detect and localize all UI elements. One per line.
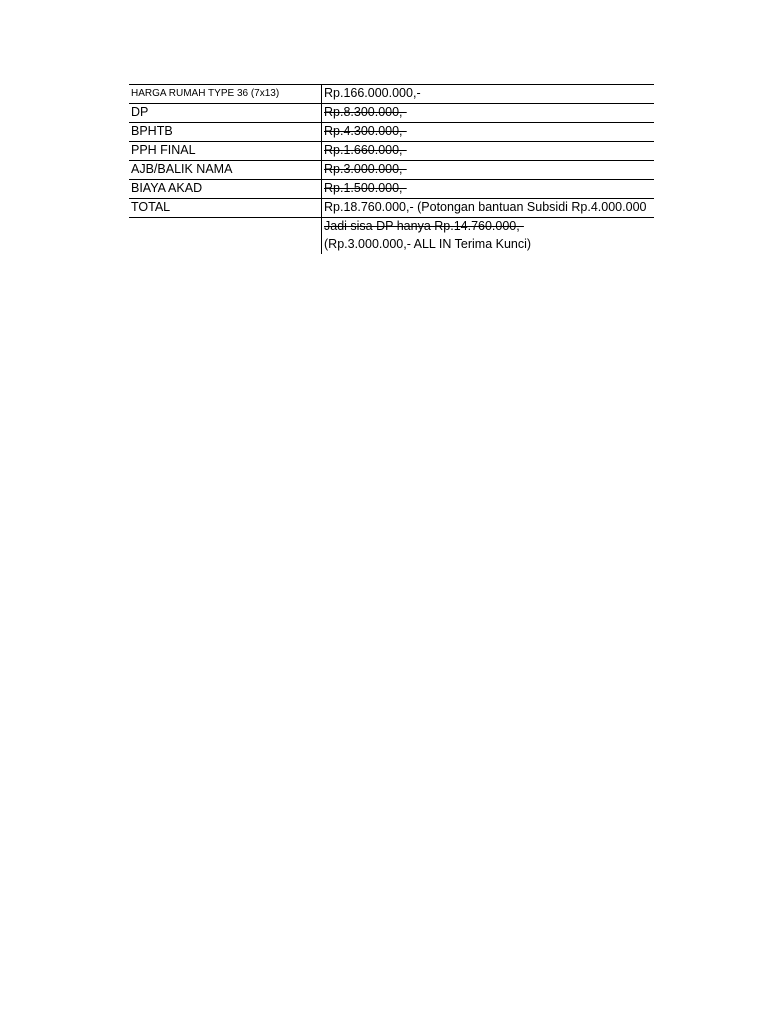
table-row-biaya-akad <box>129 179 654 198</box>
note-cell <box>321 218 654 236</box>
row-label: HARGA RUMAH TYPE 36 (7x13) <box>131 88 280 99</box>
row-value: Rp.166.000.000,- <box>321 85 654 103</box>
note-cell: (Rp.3.000.000,- ALL IN Terima Kunci) <box>321 236 654 254</box>
table-row-note-1 <box>129 218 654 236</box>
note-text: Jadi sisa DP hanya Rp.14.760.000,- <box>324 219 524 233</box>
struck-value: Rp.1.500.000,- <box>324 181 407 195</box>
struck-value: Rp.3.000.000,- <box>324 162 407 176</box>
row-value: Rp.18.760.000,- (Potongan bantuan Subsidi Rp.4.000.000 <box>321 199 654 217</box>
row-label: DP <box>131 105 149 119</box>
row-value <box>321 104 654 122</box>
table-row-total <box>129 198 654 218</box>
row-label: BPHTB <box>131 124 173 138</box>
struck-value: Rp.1.660.000,- <box>324 143 407 157</box>
row-label: TOTAL <box>131 200 171 214</box>
row-label: AJB/BALIK NAMA <box>131 162 233 176</box>
empty-cell <box>129 236 321 254</box>
table-row-note-2 <box>129 236 654 254</box>
row-value <box>321 180 654 198</box>
table-row-ajb-balik-nama <box>129 160 654 179</box>
row-value <box>321 142 654 160</box>
struck-value: Rp.8.300.000,- <box>324 105 407 119</box>
row-label: BIAYA AKAD <box>131 181 203 195</box>
row-value <box>321 123 654 141</box>
price-table <box>129 84 654 254</box>
row-label: PPH FINAL <box>131 143 196 157</box>
table-row-dp <box>129 103 654 122</box>
row-value <box>321 161 654 179</box>
table-row-bphtb <box>129 122 654 141</box>
struck-value: Rp.4.300.000,- <box>324 124 407 138</box>
table-row-pph-final <box>129 141 654 160</box>
table-row-harga-rumah <box>129 84 654 103</box>
empty-cell <box>129 218 321 236</box>
